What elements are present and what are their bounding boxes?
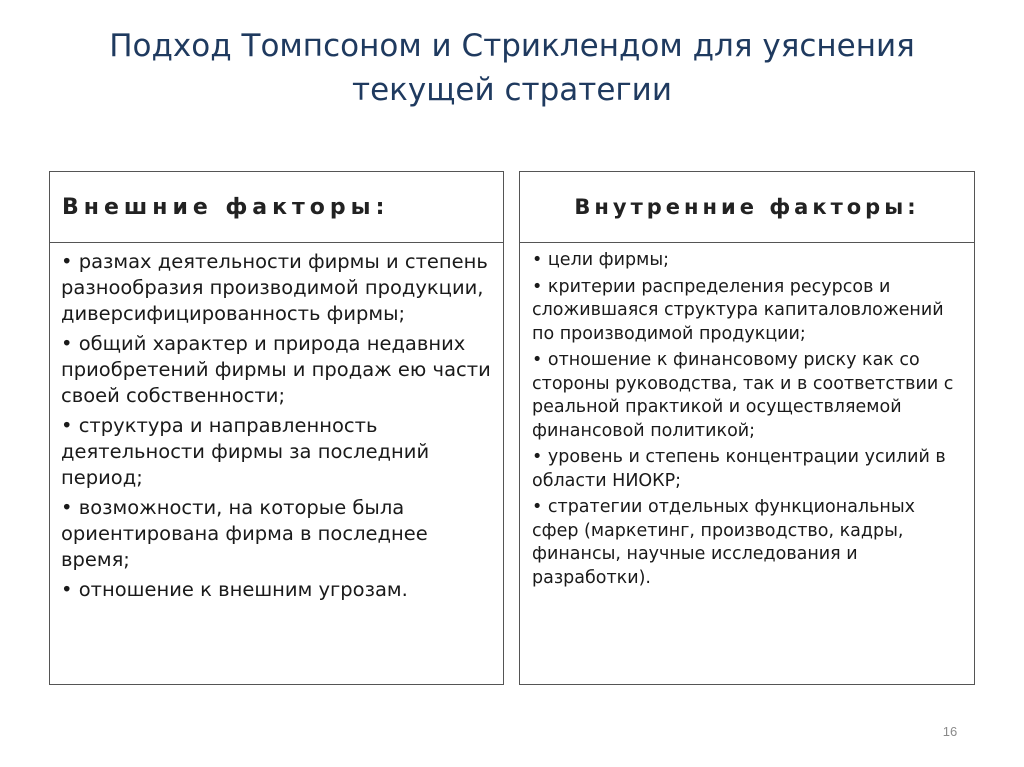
list-item: • критерии распределения ресурсов и сложившаяся структура капиталовложений по производимой продукции; — [532, 276, 944, 344]
list-item: • общий характер и природа недавних приобретений фирмы и продаж ею части своей собственности; — [61, 332, 491, 407]
list-item: • отношение к финансовому риску как со стороны руководства, так и в соответствии с реальной практикой и осуществляемой финансовой политикой; — [532, 350, 954, 441]
list-item: • цели фирмы; — [532, 250, 670, 270]
list-item: • отношение к внешним угрозам. — [61, 578, 408, 601]
internal-factors-list — [520, 243, 974, 590]
list-item: • стратегии отдельных функциональных сфер (маркетинг, производство, кадры, финансы, научные исследования и разработки). — [532, 497, 916, 588]
slide-title-line-1: Подход Томпсоном и Стриклендом для уяснения — [109, 28, 915, 64]
internal-factors-panel — [519, 171, 975, 685]
external-factors-panel — [49, 171, 504, 685]
slide-title — [60, 24, 964, 112]
internal-factors-heading: Внутренние факторы: — [520, 172, 974, 243]
list-item: • размах деятельности фирмы и степень разнообразия производимой продукции, диверсифицированность фирмы; — [61, 250, 488, 325]
list-item: • структура и направленность деятельности фирмы за последний период; — [61, 414, 430, 489]
list-item: • уровень и степень концентрации усилий в области НИОКР; — [532, 447, 946, 491]
external-factors-list — [50, 243, 503, 603]
external-factors-heading: Внешние факторы: — [50, 172, 503, 243]
page-number: 16 — [942, 724, 958, 739]
list-item: • возможности, на которые была ориентирована фирма в последнее время; — [61, 496, 428, 571]
slide-title-line-2: текущей стратегии — [352, 72, 672, 108]
